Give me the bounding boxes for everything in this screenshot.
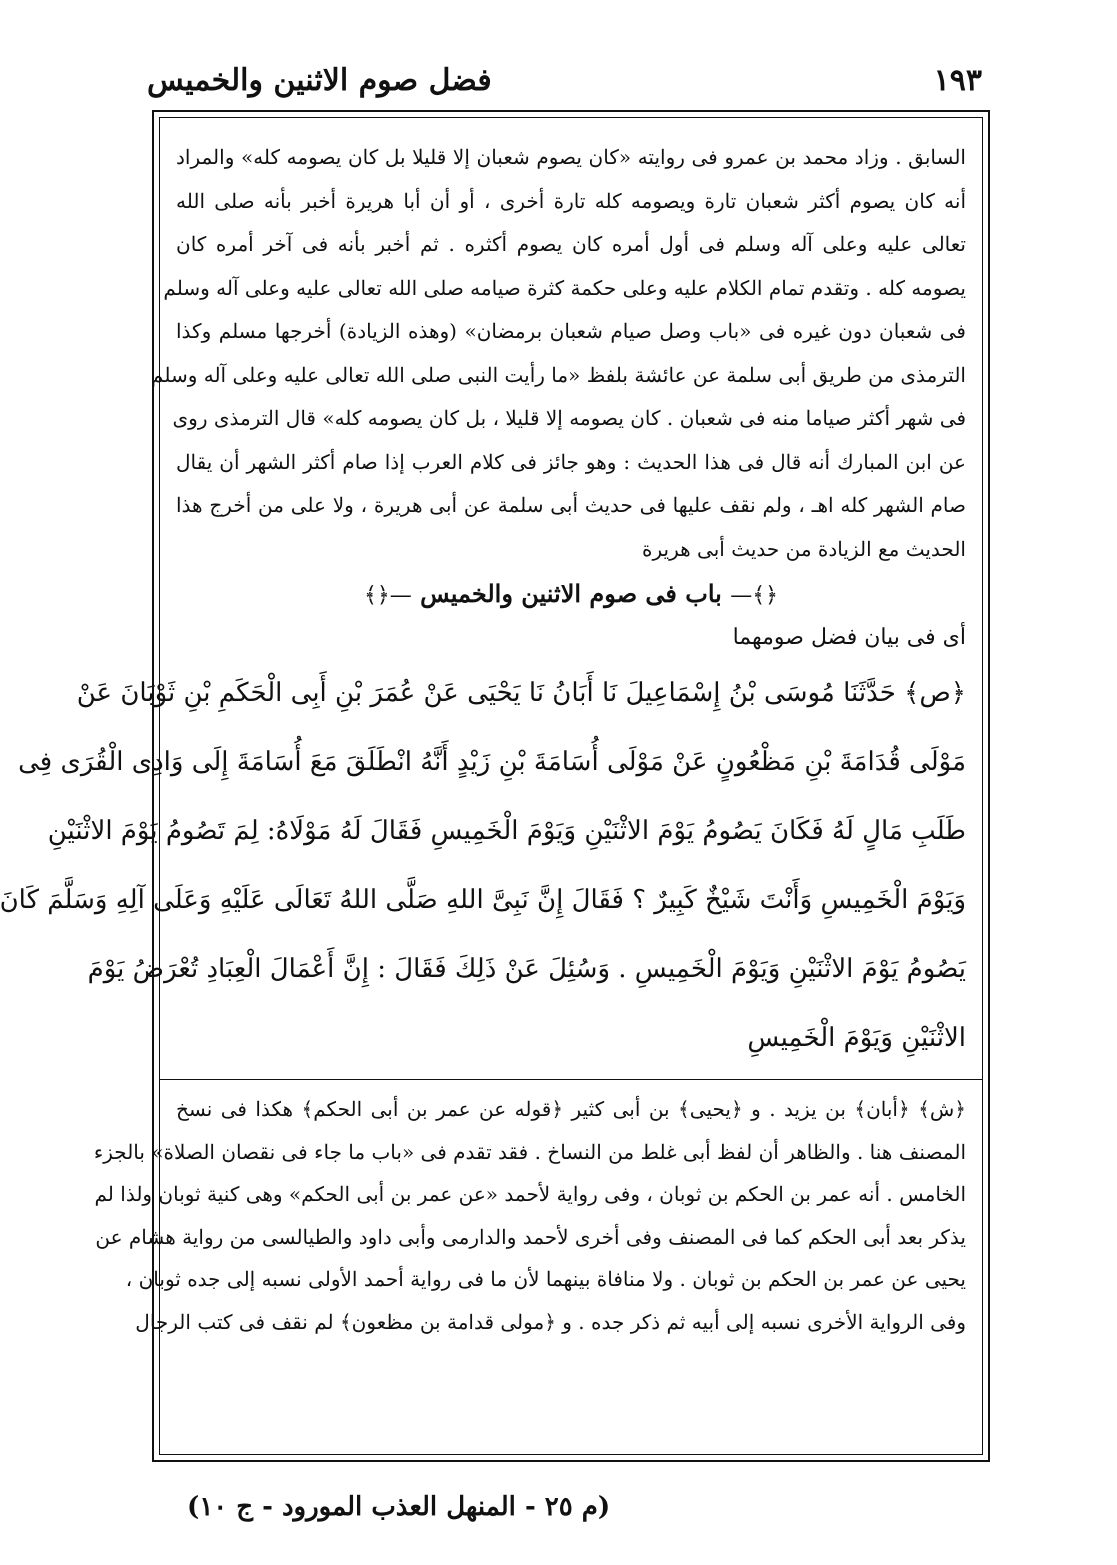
explanation-line: يحيى عن عمر بن الحكم بن ثوبان . ولا منافاة بينهما لأن ما فى رواية أحمد الأولى نسبه إلى جده ثوبان ،	[125, 1267, 966, 1291]
chapter-title: باب فى صوم الاثنين والخميس	[420, 579, 722, 608]
running-title: فضل صوم الاثنين والخميس	[147, 62, 492, 98]
commentary-line: الحديث مع الزيادة من حديث أبى هريرة	[642, 536, 966, 561]
commentary-line: يصومه كله . وتقدم تمام الكلام عليه وعلى حكمة كثرة صيامه صلى الله تعالى عليه وعلى آله وسلم	[163, 275, 966, 300]
hadith-text	[0, 659, 966, 1073]
hadith-line: وَيَوْمَ الْخَمِيسِ وَأَنْتَ شَيْخٌ كَبِيرٌ ؟ فَقَالَ إِنَّ نَبِىَّ اللهِ صَلَّى اللهُ تَعَالَى عَلَيْهِ وَعَلَى آلِهِ وَسَلَّمَ كَانَ	[0, 885, 966, 915]
page-number: ١٩٣	[933, 62, 982, 98]
explanation-line: المصنف هنا . والظاهر أن لفظ أبى غلط من النساخ . فقد تقدم فى «باب ما جاء فى نقصان الصلاة» بالجزء	[93, 1139, 966, 1164]
commentary-line: صام الشهر كله اهـ ، ولم نقف عليها فى حديث أبى سلمة عن أبى هريرة ، ولا على من أخرج هذا	[176, 493, 966, 517]
hadith-line: مَوْلَى قُدَامَةَ بْنِ مَظْعُونٍ عَنْ مَوْلَى أُسَامَةَ بْنِ زَيْدٍ أَنَّهُ انْطَلَقَ مَعَ أُسَامَةَ إِلَى وَادِى الْقُرَى فِى	[18, 747, 966, 777]
commentary-line: فى شعبان دون غيره فى «باب وصل صيام شعبان برمضان» (وهذه الزيادة) أخرجها مسلم وكذا	[176, 319, 966, 343]
page-frame	[0, 110, 990, 1462]
page-header	[147, 55, 982, 105]
explanation-line: الخامس . أنه عمر بن الحكم بن ثوبان ، وفى رواية لأحمد «عن عمر بن أبى الحكم» وهى كنية ثوبان ولذا لم	[94, 1182, 966, 1206]
commentary-block	[151, 136, 966, 571]
printer-signature: (م ٢٥ - المنهل العذب المورود - ج ١٠)	[187, 1492, 611, 1522]
commentary-line: السابق . وزاد محمد بن عمرو فى روايته «كان يصوم شعبان إلا قليلا بل كان يصومه كله» والمراد	[176, 145, 966, 169]
explanation-line: ﴿ش﴾ ﴿أبان﴾ بن يزيد . و ﴿يحيى﴾ بن أبى كثير ﴿قوله عن عمر بن أبى الحكم﴾ هكذا فى نسخ	[176, 1097, 966, 1121]
hadith-line: يَصُومُ يَوْمَ الاثْنَيْنِ وَيَوْمَ الْخَمِيسِ . وَسُئِلَ عَنْ ذَلِكَ فَقَالَ : إِنَّ أَعْمَالَ الْعِبَادِ تُعْرَضُ يَوْمَ	[87, 954, 966, 984]
commentary-line: أنه كان يصوم أكثر شعبان تارة ويصومه كله تارة أخرى ، أو أن أبا هريرة أخبر بأنه صلى الله	[176, 188, 966, 213]
ornament-right-icon: ﴿﴾—	[730, 583, 778, 608]
hadith-line: ﴿ص﴾ حَدَّثَنَا مُوسَى بْنُ إِسْمَاعِيلَ نَا أَبَانُ نَا يَحْيَى عَنْ عُمَرَ بْنِ أَبِى الْحَكَمِ بْنِ ثَوْبَانَ عَنْ	[76, 678, 966, 708]
page-content	[0, 136, 966, 1444]
explanation-line: وفى الرواية الأخرى نسبه إلى أبيه ثم ذكر جده . و ﴿مولى قدامة بن مظعون﴾ لم نقف فى كتب الرجال	[135, 1309, 966, 1334]
section-divider	[160, 1079, 982, 1080]
explanation-block	[93, 1088, 966, 1343]
explanation-line: يذكر بعد أبى الحكم كما فى المصنف وفى أخرى لأحمد والدارمى وأبى داود والطيالسى من رواية هشام عن	[95, 1224, 966, 1249]
hadith-line: طَلَبِ مَالٍ لَهُ فَكَانَ يَصُومُ يَوْمَ الاثْنَيْنِ وَيَوْمَ الْخَمِيسِ فَقَالَ لَهُ مَوْلَاهُ: لِمَ تَصُومُ يَوْمَ الاثْنَيْنِ	[47, 816, 966, 846]
commentary-line: فى شهر أكثر صياما منه فى شعبان . كان يصومه إلا قليلا ، بل كان يصومه كله» قال الترمذى روى	[172, 406, 966, 430]
chapter-subtitle: أى فى بيان فضل صومهما	[732, 625, 966, 650]
ornament-left-icon: —﴿﴾	[364, 583, 412, 608]
commentary-line: الترمذى من طريق أبى سلمة عن عائشة بلفظ «ما رأيت النبى صلى الله تعالى عليه وعلى آله وسلم	[151, 362, 966, 387]
chapter-heading	[176, 571, 966, 617]
commentary-line: عن ابن المبارك أنه قال فى هذا الحديث : وهو جائز فى كلام العرب إذا صام أكثر الشهر أن يقال	[176, 449, 966, 474]
commentary-line: تعالى عليه وعلى آله وسلم فى أول أمره كان يصوم أكثره . ثم أخبر بأنه فى آخر أمره كان	[176, 232, 966, 256]
hadith-line: الاثْنَيْنِ وَيَوْمَ الْخَمِيسِ	[747, 1023, 966, 1053]
